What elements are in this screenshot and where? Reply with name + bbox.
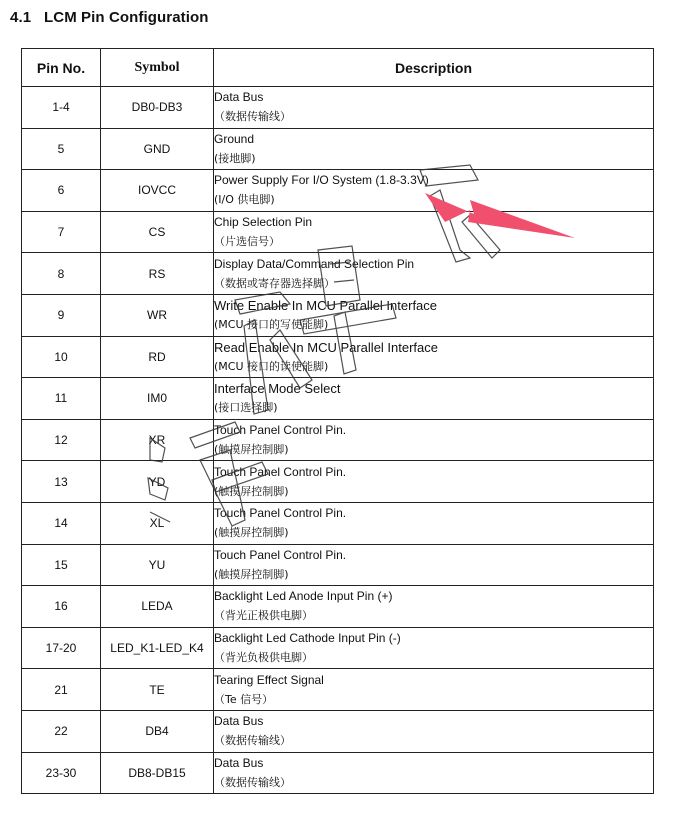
symbol-cell: GND (101, 128, 214, 170)
description-cell (214, 128, 654, 170)
pin-number-cell: 13 (22, 461, 101, 503)
description-cell (214, 502, 654, 544)
description-chinese: (接口选择脚) (214, 401, 278, 415)
pin-number-cell: 16 (22, 586, 101, 628)
description-english: Power Supply For I/O System (1.8-3.3V) (214, 173, 429, 188)
description-chinese: (触摸屏控制脚) (214, 484, 289, 498)
table-row (22, 170, 654, 212)
table-row (22, 87, 654, 129)
table-row (22, 419, 654, 461)
description-cell (214, 211, 654, 253)
pin-number-cell: 17-20 (22, 627, 101, 669)
symbol-cell: RD (101, 336, 214, 378)
symbol-cell: WR (101, 294, 214, 336)
description-english: Read Enable In MCU Parallel Interface (214, 339, 439, 355)
pin-number-cell: 9 (22, 294, 101, 336)
symbol-cell: CS (101, 211, 214, 253)
table-row (22, 378, 654, 420)
symbol-cell: IM0 (101, 378, 214, 420)
table-row (22, 544, 654, 586)
description-cell (214, 170, 654, 212)
pin-number-cell: 21 (22, 669, 101, 711)
description-chinese: (接地脚) (214, 151, 256, 165)
symbol-cell: LED_K1-LED_K4 (101, 627, 214, 669)
description-cell (214, 253, 654, 295)
symbol-cell: DB8-DB15 (101, 752, 214, 794)
description-chinese: （数据传输线） (214, 110, 291, 124)
description-chinese: （数据或寄存器选择脚） (214, 276, 335, 290)
description-chinese: （片选信号） (214, 235, 280, 249)
section-number: 4.1 (10, 9, 32, 26)
description-english: Data Bus (214, 714, 264, 729)
description-english: Data Bus (214, 90, 264, 105)
table-row (22, 336, 654, 378)
symbol-cell: YU (101, 544, 214, 586)
description-chinese: (I/O 供电脚) (214, 193, 275, 207)
description-english: Chip Selection Pin (214, 215, 313, 230)
pin-number-cell: 6 (22, 170, 101, 212)
section-title: LCM Pin Configuration (44, 9, 209, 26)
description-chinese: （Te 信号） (214, 692, 274, 706)
description-english: Backlight Led Anode Input Pin (+) (214, 589, 393, 604)
header-pin-no: Pin No. (22, 49, 101, 87)
description-cell (214, 544, 654, 586)
table-row (22, 211, 654, 253)
header-symbol: Symbol (101, 49, 214, 87)
header-description: Description (214, 49, 654, 87)
description-english: Touch Panel Control Pin. (214, 464, 347, 479)
pin-number-cell: 5 (22, 128, 101, 170)
symbol-cell: IOVCC (101, 170, 214, 212)
description-english: Touch Panel Control Pin. (214, 423, 347, 438)
pin-number-cell: 7 (22, 211, 101, 253)
pin-number-cell: 14 (22, 502, 101, 544)
symbol-cell: YD (101, 461, 214, 503)
symbol-cell: TE (101, 669, 214, 711)
table-row (22, 669, 654, 711)
table-row (22, 128, 654, 170)
description-english: Write Enable In MCU Parallel Interface (214, 298, 438, 314)
symbol-cell: DB4 (101, 710, 214, 752)
symbol-cell: XR (101, 419, 214, 461)
description-cell (214, 586, 654, 628)
description-cell (214, 294, 654, 336)
description-chinese: (MCU 接口的写使能脚) (214, 318, 329, 332)
description-chinese: （数据传输线） (214, 775, 291, 789)
table-row (22, 752, 654, 794)
pin-number-cell: 11 (22, 378, 101, 420)
description-chinese: （数据传输线） (214, 734, 291, 748)
description-chinese: (触摸屏控制脚) (214, 526, 289, 540)
description-chinese: （背光负极供电脚） (214, 651, 313, 665)
description-chinese: （背光正极供电脚） (214, 609, 313, 623)
description-english: Touch Panel Control Pin. (214, 547, 347, 562)
symbol-cell: DB0-DB3 (101, 87, 214, 129)
description-english: Ground (214, 131, 255, 146)
description-english: Tearing Effect Signal (214, 672, 324, 687)
pin-configuration-table (21, 48, 654, 794)
description-chinese: (MCU 接口的读使能脚) (214, 359, 329, 373)
description-cell (214, 752, 654, 794)
description-english: Touch Panel Control Pin. (214, 506, 347, 521)
symbol-cell: LEDA (101, 586, 214, 628)
description-cell (214, 419, 654, 461)
pin-number-cell: 23-30 (22, 752, 101, 794)
pin-number-cell: 10 (22, 336, 101, 378)
table-row (22, 502, 654, 544)
pin-number-cell: 1-4 (22, 87, 101, 129)
description-english: Interface Mode Select (214, 381, 341, 397)
description-cell (214, 627, 654, 669)
description-cell (214, 378, 654, 420)
pin-number-cell: 22 (22, 710, 101, 752)
table-row (22, 710, 654, 752)
table-row (22, 253, 654, 295)
symbol-cell: RS (101, 253, 214, 295)
description-cell (214, 336, 654, 378)
table-row (22, 627, 654, 669)
table-header-row (22, 49, 654, 87)
description-english: Data Bus (214, 755, 264, 770)
pin-number-cell: 12 (22, 419, 101, 461)
description-cell (214, 461, 654, 503)
table-row (22, 586, 654, 628)
description-cell (214, 710, 654, 752)
symbol-cell: XL (101, 502, 214, 544)
pin-number-cell: 15 (22, 544, 101, 586)
description-cell (214, 669, 654, 711)
table-row (22, 461, 654, 503)
description-chinese: (触摸屏控制脚) (214, 443, 289, 457)
description-cell (214, 87, 654, 129)
description-chinese: (触摸屏控制脚) (214, 567, 289, 581)
pin-number-cell: 8 (22, 253, 101, 295)
description-english: Backlight Led Cathode Input Pin (-) (214, 631, 401, 646)
section-heading (10, 9, 209, 26)
table-row (22, 294, 654, 336)
description-english: Display Data/Command Selection Pin (214, 256, 415, 271)
